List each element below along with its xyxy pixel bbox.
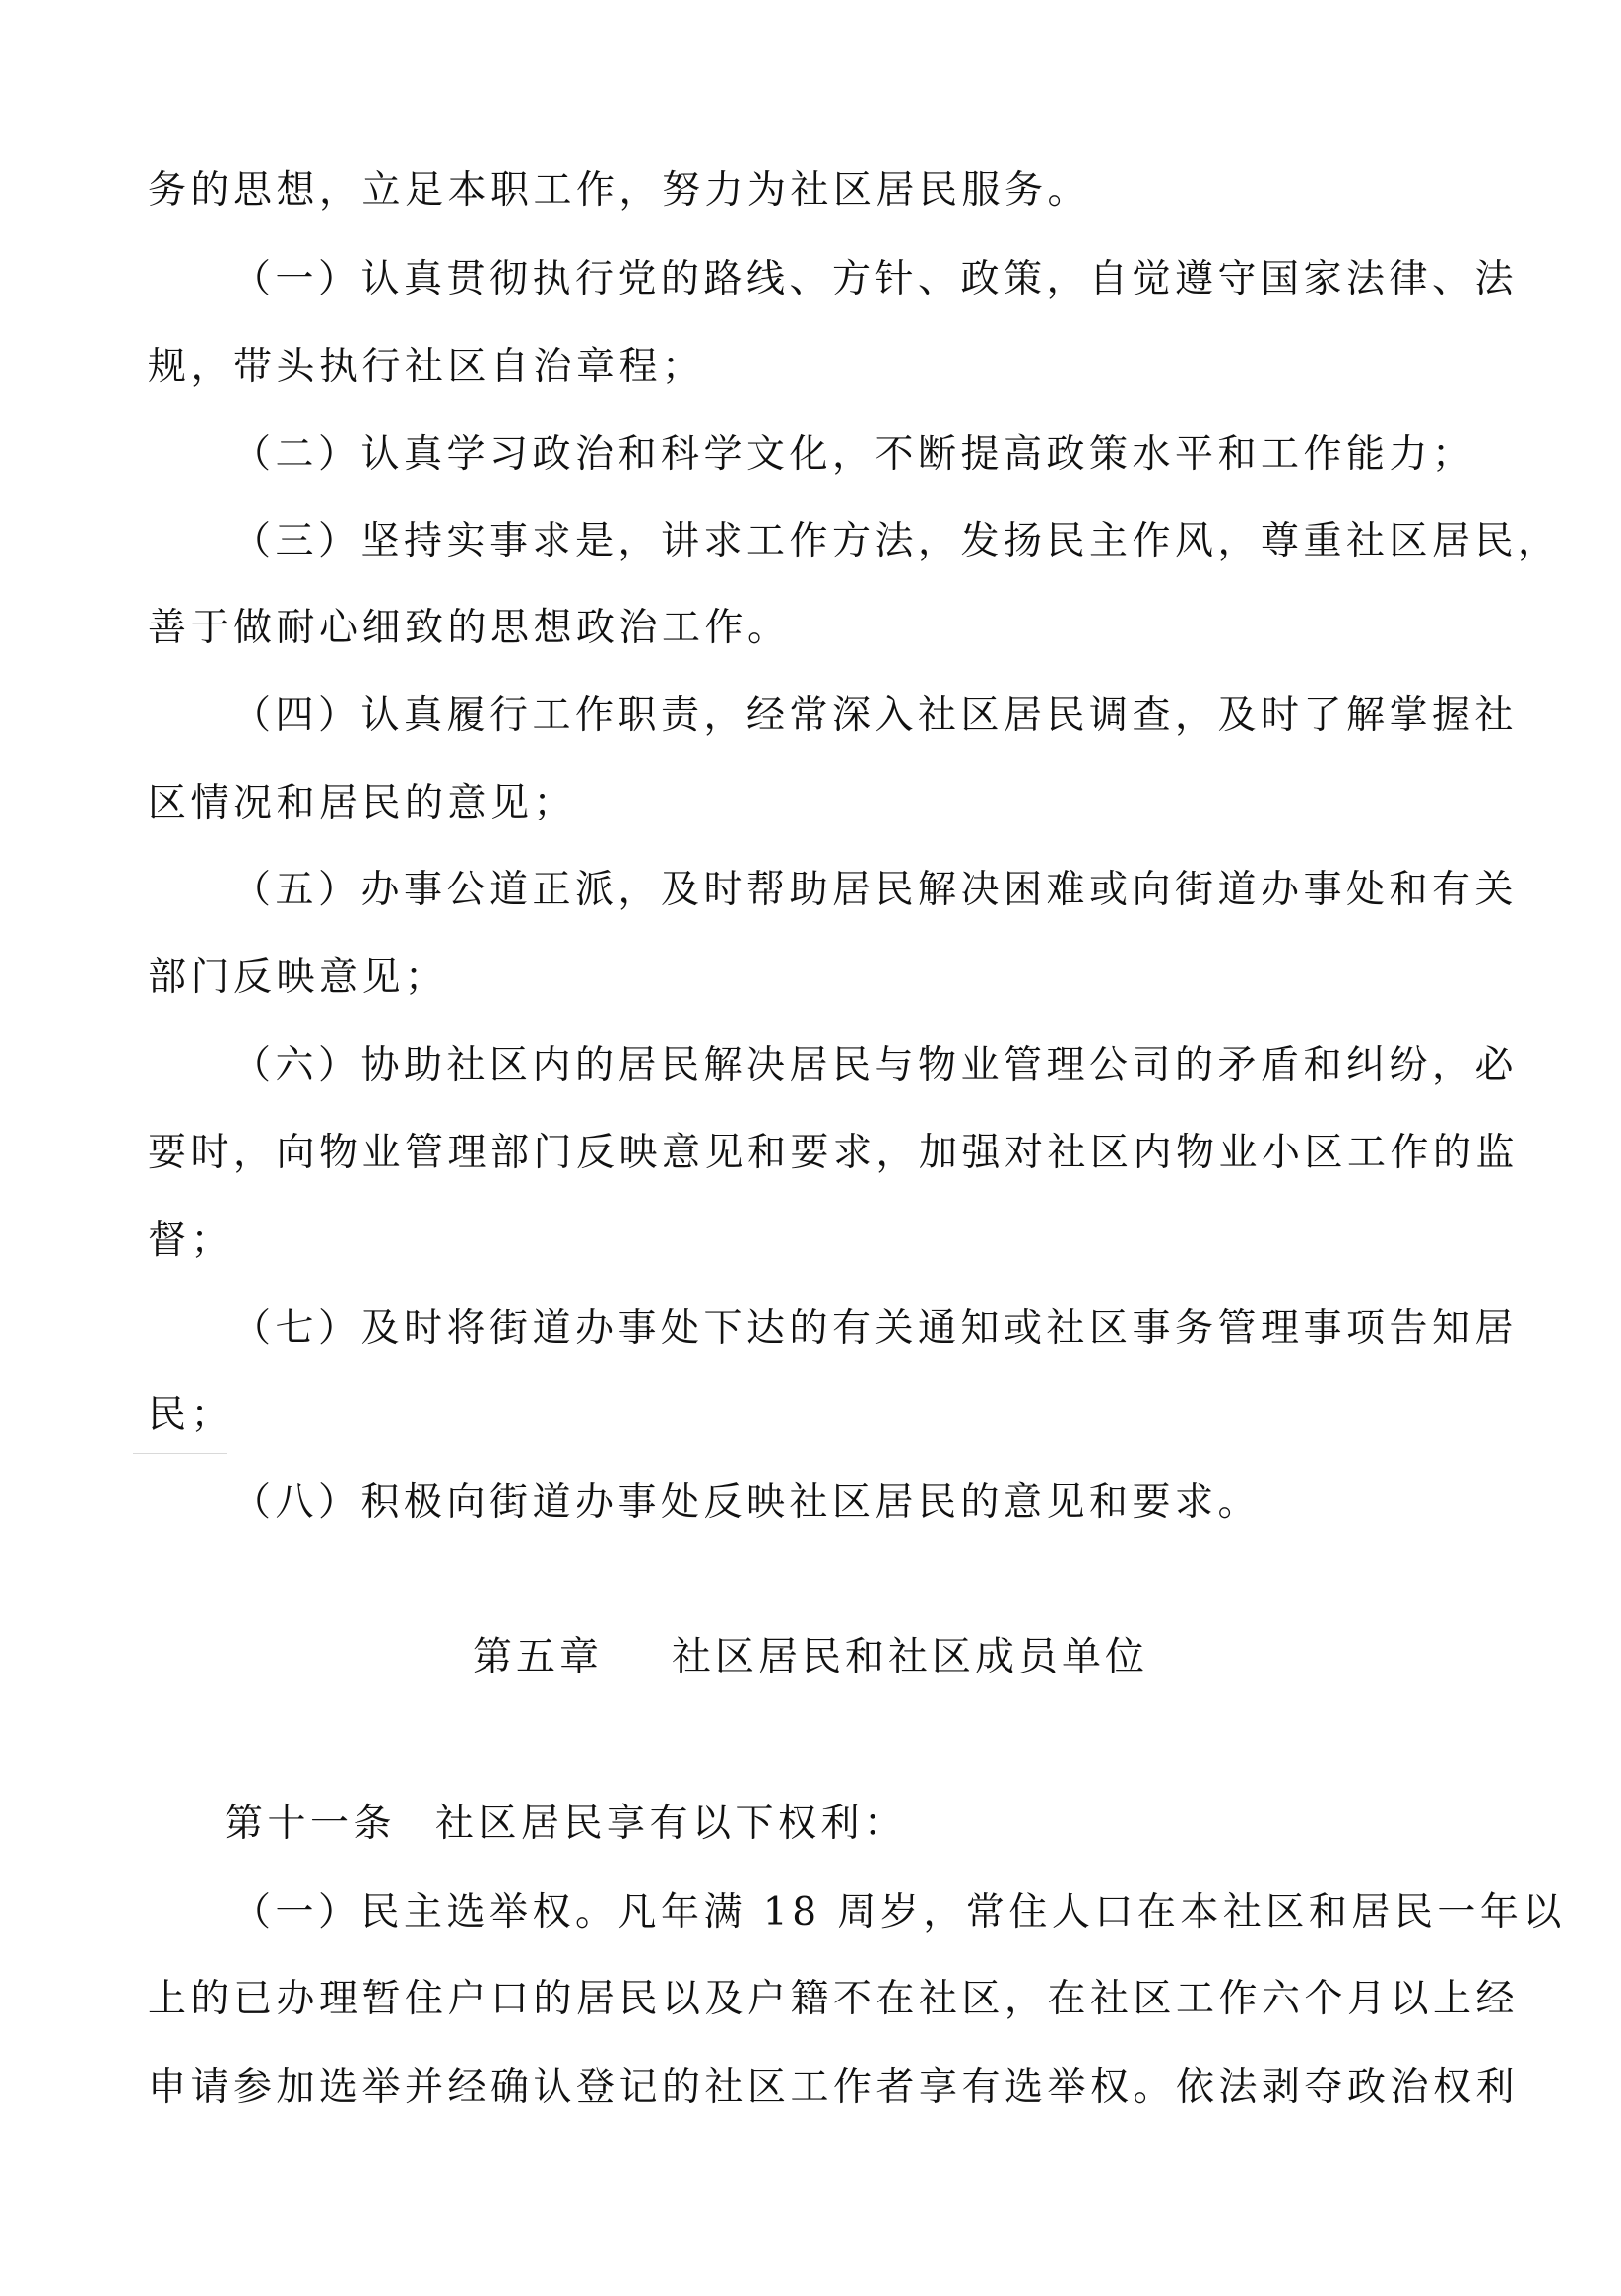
paragraph-line: 部门反映意见； [148, 955, 448, 1000]
paragraph-line: （四）认真履行工作职责，经常深入社区居民调查，及时了解掌握社 [232, 693, 1519, 738]
paragraph-line: （六）协助社区内的居民解决居民与物业管理公司的矛盾和纠纷，必 [232, 1043, 1519, 1087]
paragraph-line: 善于做耐心细致的思想政治工作。 [148, 606, 791, 650]
paragraph-line: （七）及时将街道办事处下达的有关通知或社区事务管理事项告知居 [232, 1306, 1519, 1350]
article-heading [225, 1793, 907, 1848]
paragraph-line: （五）办事公道正派，及时帮助居民解决困难或向街道办事处和有关 [232, 868, 1519, 912]
article-number: 第十一条 [225, 1802, 397, 1846]
paragraph-line: 规，带头执行社区自治章程； [148, 345, 705, 389]
paragraph-line: （二）认真学习政治和科学文化，不断提高政策水平和工作能力； [232, 432, 1475, 477]
paragraph-line: 务的思想，立足本职工作，努力为社区居民服务。 [148, 168, 1091, 213]
paragraph-line: （一）民主选举权。凡年满 18 周岁，常住人口在本社区和居民一年以 [232, 1890, 1566, 1935]
chapter-number: 第五章 [473, 1634, 603, 1679]
paragraph-line: （八）积极向街道办事处反映社区居民的意见和要求。 [232, 1480, 1262, 1525]
chapter-heading [0, 1625, 1621, 1681]
paragraph-line: 申请参加选举并经确认登记的社区工作者享有选举权。依法剥夺政治权利 [148, 2066, 1520, 2110]
article-text: 社区居民享有以下权利： [435, 1802, 907, 1846]
paragraph-line: 督； [148, 1218, 234, 1263]
scan-artifact-line [133, 1453, 227, 1454]
paragraph-line: （三）坚持实事求是，讲求工作方法，发扬民主作风，尊重社区居民， [232, 519, 1561, 563]
paragraph-line: 区情况和居民的意见； [148, 781, 577, 825]
chapter-title: 社区居民和社区成员单位 [672, 1634, 1148, 1679]
paragraph-line: （一）认真贯彻执行党的路线、方针、政策，自觉遵守国家法律、法 [232, 257, 1519, 301]
paragraph-line: 要时，向物业管理部门反映意见和要求，加强对社区内物业小区工作的监 [148, 1131, 1520, 1175]
paragraph-line: 民； [148, 1393, 234, 1437]
paragraph-line: 上的已办理暂住户口的居民以及户籍不在社区，在社区工作六个月以上经 [148, 1977, 1520, 2021]
